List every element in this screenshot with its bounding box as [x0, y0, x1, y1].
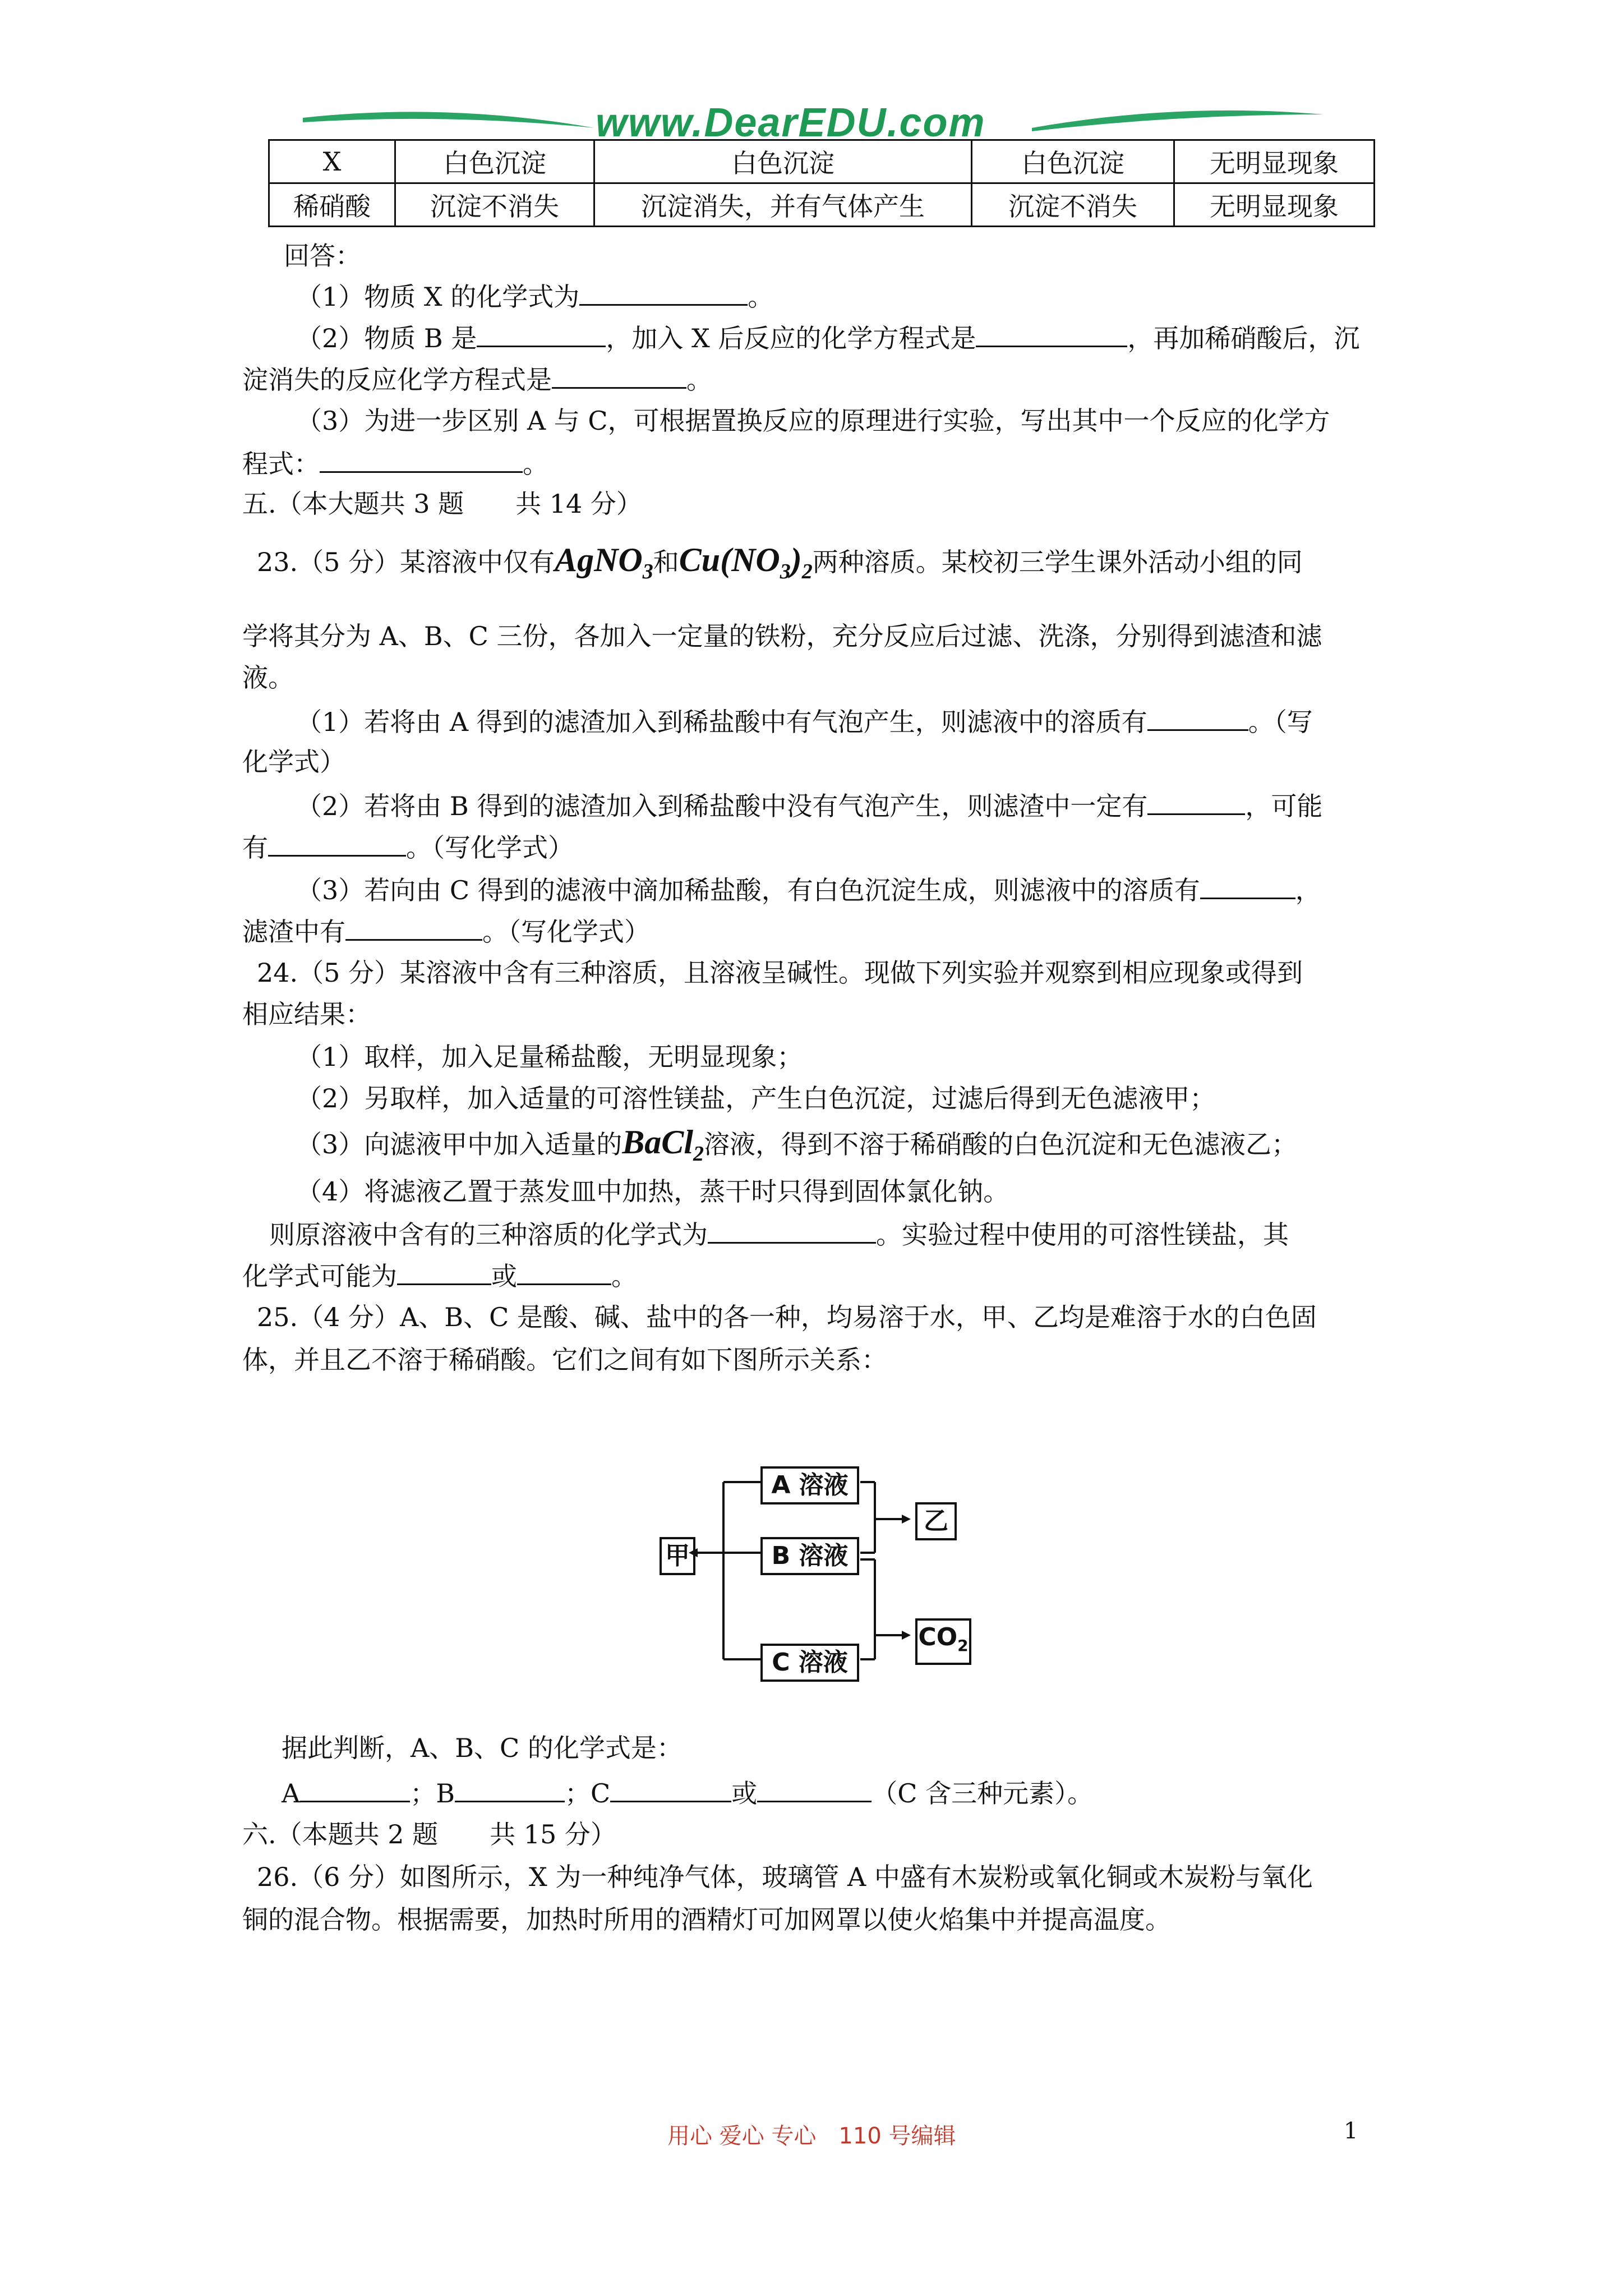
table-cell: 稀硝酸: [269, 183, 395, 227]
answer-blank[interactable]: [397, 1259, 491, 1285]
q25-answers: [282, 1776, 1093, 1809]
table-cell: 沉淀不消失: [395, 183, 594, 227]
table-cell: X: [269, 140, 395, 183]
answer-blank[interactable]: [300, 1776, 410, 1802]
q22-part3-end: 。: [523, 449, 548, 479]
q23-part2-text2: ，可能: [1245, 791, 1323, 821]
formula-sub: 2: [693, 1142, 704, 1166]
q24-intro: 24.（5 分）某溶液中含有三种溶质，且溶液呈碱性。现做下列实验并观察到相应现象或得到: [257, 958, 1303, 988]
answer-blank[interactable]: [708, 1217, 876, 1244]
q23-intro: [257, 541, 1303, 587]
q23-part2-text: （2）若将由 B 得到的滤渣加入到稀盐酸中没有气泡产生，则滤渣中一定有: [296, 791, 1148, 821]
formula-sub: 2: [801, 560, 813, 583]
q23-part1-cont: 化学式）: [242, 747, 345, 777]
table-cell: 白色沉淀: [395, 140, 594, 183]
q24-conclusion-text3: 化学式可能为: [242, 1261, 397, 1291]
q22-part3-text: 程式：: [242, 449, 320, 479]
answer-blank[interactable]: [345, 914, 482, 941]
q24-conclusion-text: 则原溶液中含有的三种溶质的化学式为: [269, 1220, 708, 1250]
q23-part3-text3: 滤渣中有: [242, 917, 345, 947]
q24-step2: （2）另取样，加入适量的可溶性镁盐，产生白色沉淀，过滤后得到无色滤液甲；: [296, 1083, 1216, 1114]
q25-answer-note: （C 含三种元素）。: [872, 1778, 1094, 1809]
q22-part2-text3: ，再加稀硝酸后，沉: [1127, 323, 1360, 353]
q23-part2: [296, 789, 1322, 822]
table-cell: 沉淀消失，并有气体产生: [594, 183, 972, 227]
table-cell: 无明显现象: [1174, 140, 1375, 183]
answer-blank[interactable]: [610, 1776, 731, 1802]
answer-blank[interactable]: [517, 1259, 611, 1285]
conjunction: 或: [491, 1261, 517, 1291]
answer-blank[interactable]: [455, 1776, 565, 1802]
q22-part2: [296, 321, 1359, 354]
box-a-solution: A 溶液: [760, 1466, 859, 1504]
q25-judge: 据此判断，A、B、C 的化学式是：: [282, 1733, 683, 1763]
q22-part3: （3）为进一步区别 A 与 C，可根据置换反应的原理进行实验，写出其中一个反应的化学方: [296, 406, 1330, 436]
answer-intro: 回答：: [284, 241, 361, 271]
q23-part2-text3: 有: [242, 832, 268, 863]
box-b-solution: B 溶液: [760, 1537, 859, 1575]
answer-blank[interactable]: [1147, 705, 1248, 731]
formula-sub: 3: [780, 560, 791, 583]
q25-intro-cont: 体，并且乙不溶于稀硝酸。它们之间有如下图所示关系：: [242, 1345, 887, 1375]
box-jia: 甲: [660, 1537, 695, 1575]
q22-part2-cont: [242, 362, 712, 395]
q24-step3-text2: 溶液，得到不溶于稀硝酸的白色沉淀和无色滤液乙；: [704, 1129, 1297, 1159]
answer-blank[interactable]: [579, 279, 748, 306]
q24-conclusion-text2: 。实验过程中使用的可溶性镁盐，其: [876, 1220, 1289, 1250]
observation-table: [268, 139, 1375, 227]
site-wordmark[interactable]: www.DearEDU.com: [596, 100, 986, 145]
q23-line3: 液。: [242, 662, 294, 693]
q24-conclusion: [269, 1217, 1289, 1250]
q23-part1: [296, 705, 1313, 738]
q22-part2-text: （2）物质 B 是: [296, 323, 477, 353]
q22-part2-text4: 淀消失的反应化学方程式是: [242, 365, 552, 395]
arrowhead-icon: [902, 1631, 911, 1640]
q24-conclusion-cont: [242, 1259, 637, 1292]
q24-intro-cont: 相应结果：: [242, 999, 371, 1029]
q22-part1-text: （1）物质 X 的化学式为: [296, 282, 580, 312]
formula-cuno32: [679, 541, 813, 583]
q23-intro-text2: 两种溶质。某校初三学生课外活动小组的同: [812, 547, 1303, 577]
q22-part1: [296, 279, 773, 312]
answer-blank[interactable]: [1147, 789, 1245, 815]
q25-answer-c: ；C: [565, 1778, 611, 1809]
q25-answer-b: ；B: [410, 1778, 455, 1809]
box-c-solution: C 溶液: [760, 1644, 859, 1682]
page-number: 1: [1344, 2118, 1358, 2144]
q23-part3-text: （3）若向由 C 得到的滤液中滴加稀盐酸，有白色沉淀生成，则滤液中的溶质有: [296, 875, 1200, 905]
section-title: 五.（本大题共 3 题 共 14 分）: [242, 489, 642, 519]
answer-blank[interactable]: [320, 447, 523, 473]
q26-line2: 铜的混合物。根据需要，加热时所用的酒精灯可加网罩以使火焰集中并提高温度。: [242, 1904, 1171, 1935]
q25-answer-a: A: [282, 1778, 301, 1809]
swoosh-left-icon: [303, 105, 594, 139]
formula-main: BaCl: [622, 1124, 693, 1161]
q23-part3-end: 。（写化学式）: [482, 917, 650, 947]
formula-agno3: [555, 541, 653, 583]
table-cell: 白色沉淀: [594, 140, 972, 183]
answer-blank[interactable]: [477, 321, 606, 347]
q22-part1-end: 。: [748, 282, 774, 312]
formula-sub: 2: [957, 1636, 969, 1655]
q26-line1: 26.（6 分）如图所示，X 为一种纯净气体，玻璃管 A 中盛有木炭粉或氧化铜或木炭粉与氧化: [257, 1862, 1313, 1892]
table-row: [269, 183, 1375, 227]
q25-intro: 25.（4 分）A、B、C 是酸、碱、盐中的各一种，均易溶于水，甲、乙均是难溶于水的白色固: [257, 1302, 1317, 1332]
q23-part1-end: 。（写: [1248, 707, 1313, 737]
formula-paren: ): [790, 541, 802, 578]
q23-part3-text2: ，: [1295, 875, 1321, 905]
formula-main: AgNO: [555, 541, 643, 578]
swoosh-right-icon: [1032, 105, 1324, 139]
table-cell: 无明显现象: [1174, 183, 1375, 227]
table-cell: 白色沉淀: [972, 140, 1174, 183]
conjunction: 和: [653, 547, 679, 577]
q24-step3: [296, 1126, 1297, 1170]
formula-main: CO: [918, 1623, 958, 1651]
q24-step1: （1）取样，加入足量稀盐酸，无明显现象；: [296, 1042, 803, 1072]
q23-intro-text: 23.（5 分）某溶液中仅有: [257, 547, 555, 577]
q23-part3-cont: [242, 914, 650, 947]
formula-sub: 3: [642, 560, 653, 583]
table-row: [269, 140, 1375, 183]
answer-blank[interactable]: [1200, 873, 1295, 899]
q24-conclusion-end: 。: [611, 1261, 637, 1291]
answer-blank[interactable]: [552, 362, 686, 389]
section-title: 六.（本题共 2 题 共 15 分）: [242, 1819, 616, 1849]
table-cell: 沉淀不消失: [972, 183, 1174, 227]
q22-part3-cont: [242, 447, 548, 480]
answer-blank[interactable]: [976, 321, 1127, 347]
q23-part3: [296, 873, 1321, 906]
arrowhead-icon: [902, 1515, 911, 1524]
q22-part2-text2: ，加入 X 后反应的化学方程式是: [606, 323, 976, 353]
q24-step3-text: （3）向滤液甲中加入适量的: [296, 1129, 623, 1159]
conjunction: 或: [731, 1778, 758, 1809]
box-co2: [915, 1618, 971, 1665]
answer-blank[interactable]: [268, 830, 406, 857]
q23-line2: 学将其分为 A、B、C 三份，各加入一定量的铁粉，充分反应后过滤、洗涤，分别得到滤渣和滤: [242, 621, 1322, 651]
q22-part2-end: 。: [686, 365, 712, 395]
formula-bacl2: [622, 1124, 704, 1166]
q23-part2-cont: [242, 830, 574, 863]
formula-main: Cu(NO: [679, 541, 780, 578]
q23-part1-text: （1）若将由 A 得到的滤渣加入到稀盐酸中有气泡产生，则滤液中的溶质有: [296, 707, 1147, 737]
box-yi: 乙: [915, 1502, 957, 1540]
answer-blank[interactable]: [757, 1776, 872, 1802]
footer-text: 用心 爱心 专心 110 号编辑: [667, 2123, 956, 2149]
q23-part2-end: 。（写化学式）: [406, 832, 574, 863]
q24-step4: （4）将滤液乙置于蒸发皿中加热，蒸干时只得到固体氯化钠。: [296, 1176, 1009, 1207]
